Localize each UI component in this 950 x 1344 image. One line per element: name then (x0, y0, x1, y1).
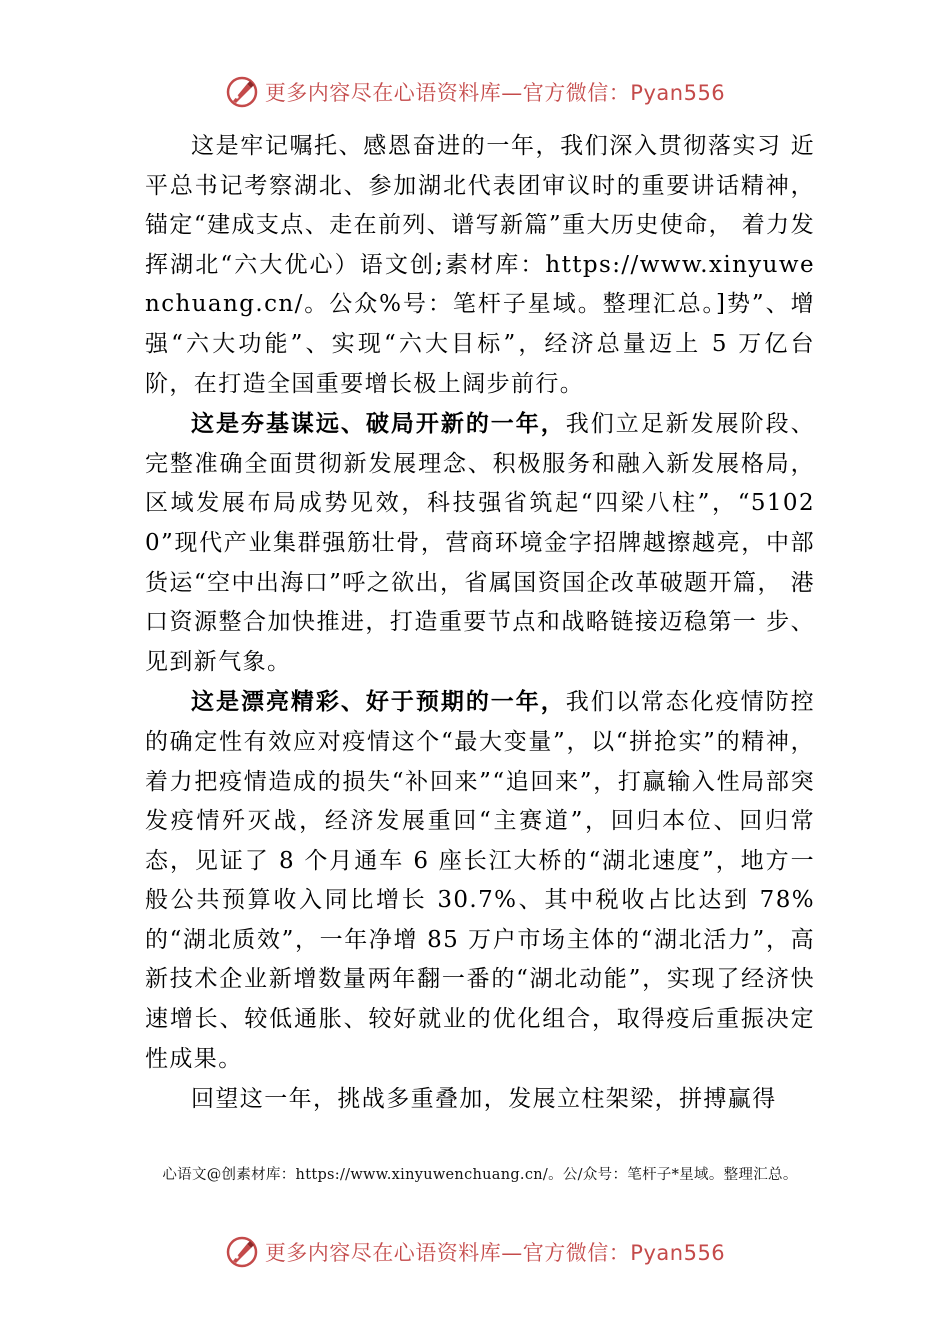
paragraph-4 (145, 1079, 815, 1120)
paragraph-2-lead: 这是夯基谋远、破局开新的一年， (191, 410, 566, 438)
header-banner-text: 更多内容尽在心语资料库—官方微信：Pyan556 (264, 81, 726, 105)
document-body (145, 126, 815, 1120)
paragraph-3 (145, 682, 815, 1079)
paragraph-2-text: 我们立足新发展阶段、完整准确全面贯彻新发展理念、积极服务和融入新发展格局，区域发展布局成势见效，科技强省筑起“四梁八柱”，“51020”现代产业集群强筋壮骨，营商环境金字招牌越擦越亮，中部货运“空中出海口”呼之欲出，省属国资国企改革破题开篇， 港口资源整合加快推进，打造重要节点和战略链接迈稳第一 步、见到新气象。 (145, 411, 816, 675)
paragraph-3-lead: 这是漂亮精彩、好于预期的一年， (191, 688, 566, 716)
pen-nib-logo-icon (225, 1235, 259, 1269)
paragraph-4-text: 回望这一年，挑战多重叠加，发展立柱架梁，拼搏赢得 (191, 1086, 777, 1113)
footer-banner (0, 1232, 950, 1272)
footer-banner-text: 更多内容尽在心语资料库—官方微信：Pyan556 (264, 1241, 726, 1265)
paragraph-3-text: 我们以常态化疫情防控的确定性有效应对疫情这个“最大变量”，以“拼抢实”的精神，着力把疫情造成的损失“补回来”“追回来”，打赢输入性局部突发疫情歼灭战，经济发展重回“主赛道”，回归本位、回归常态，见证了 8 个月通车 6 座长江大桥的“湖北速度”，地方一般公共预算收入同比增长 30.7%、其中税收占比达到 78%的“湖北质效”，一年净增 85 万户市场主体的“湖北活力”，高新技术企业新增数量两年翻一番的“湖北动能”，实现了经济快速增长、较低通胀、较好就业的优化组合，取得疫后重振决定性成果。 (145, 689, 816, 1072)
paragraph-1 (145, 126, 815, 404)
paragraph-1-text: 这是牢记嘱托、感恩奋进的一年，我们深入贯彻落实习 近平总书记考察湖北、参加湖北代表团审议时的重要讲话精神，锚定“建成支点、走在前列、谱写新篇”重大历史使命， 着力发挥湖北“六大优心）语文创;素材库：https://www.xinyuwenchuang.cn/。公众%号：笔杆子星域。整理汇总。]势”、增强“六大功能”、实现“六大目标”，经济总量迈上 5 万亿台阶，在打造全国重要增长极上阔步前行。 (145, 133, 815, 397)
footer-source-line: 心语文@创素材库：https://www.xinyuwenchuang.cn/。公/众号：笔杆子*星域。整理汇总。 (162, 1167, 798, 1183)
paragraph-2 (145, 404, 815, 682)
pen-nib-logo-icon (225, 75, 259, 109)
header-banner (0, 72, 950, 112)
